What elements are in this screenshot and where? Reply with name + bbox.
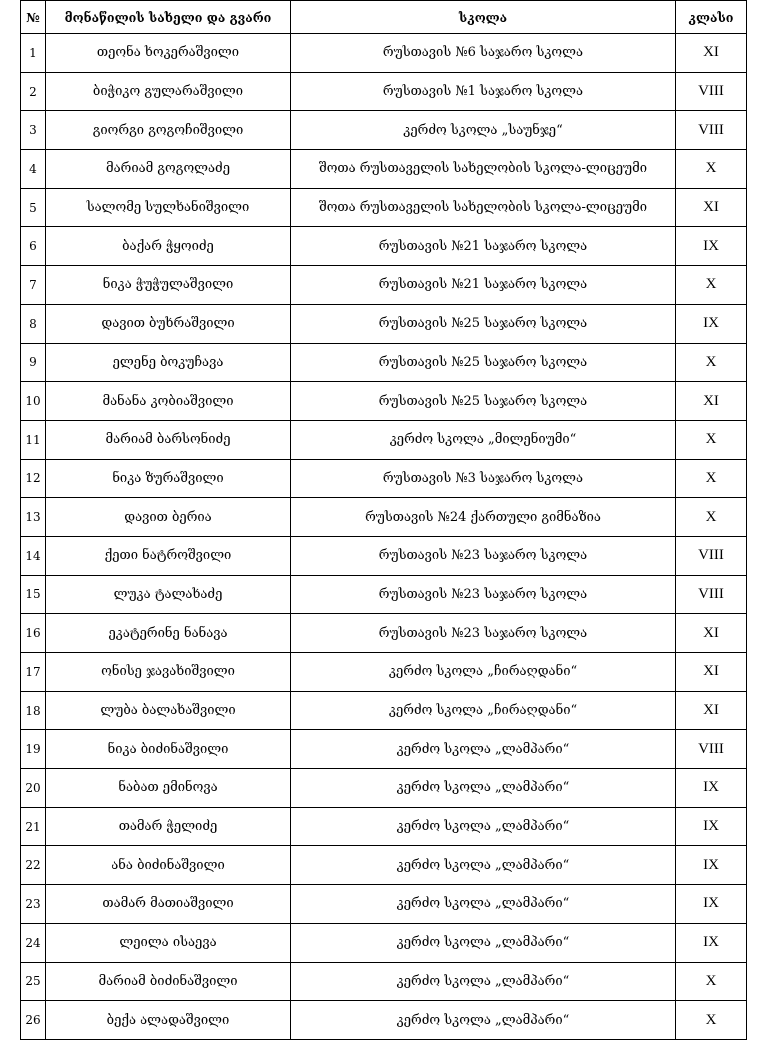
grade-cell: XI: [676, 188, 747, 227]
row-number: 20: [21, 769, 46, 808]
row-number: 13: [21, 498, 46, 537]
row-number: 18: [21, 691, 46, 730]
row-number: 14: [21, 536, 46, 575]
student-name: ნიკა ზურაშვილი: [46, 459, 291, 498]
row-number: 25: [21, 962, 46, 1001]
row-number: 7: [21, 266, 46, 305]
table-row: [21, 304, 747, 343]
table-row: [21, 498, 747, 537]
school-name: კერძო სკოლა „ლამპარი“: [291, 730, 676, 769]
row-number: 12: [21, 459, 46, 498]
table-row: [21, 266, 747, 305]
student-name: ელენე ბოკუჩავა: [46, 343, 291, 382]
school-name: რუსთავის №23 საჯარო სკოლა: [291, 575, 676, 614]
school-name: კერძო სკოლა „მილენიუმი“: [291, 420, 676, 459]
grade-cell: IX: [676, 885, 747, 924]
participants-table: [20, 0, 747, 1040]
student-name: ანა ბიძინაშვილი: [46, 846, 291, 885]
row-number: 21: [21, 807, 46, 846]
header-school: სკოლა: [291, 1, 676, 34]
row-number: 2: [21, 72, 46, 111]
grade-cell: XI: [676, 34, 747, 73]
grade-cell: X: [676, 962, 747, 1001]
grade-cell: IX: [676, 304, 747, 343]
student-name: ლეილა ისაევა: [46, 923, 291, 962]
grade-cell: X: [676, 420, 747, 459]
student-name: თამარ მათიაშვილი: [46, 885, 291, 924]
school-name: რუსთავის №25 საჯარო სკოლა: [291, 304, 676, 343]
header-num: №: [21, 1, 46, 34]
grade-cell: IX: [676, 923, 747, 962]
student-name: ნიკა ბიძინაშვილი: [46, 730, 291, 769]
student-name: მარიამ ბიძინაშვილი: [46, 962, 291, 1001]
school-name: კერძო სკოლა „ლამპარი“: [291, 807, 676, 846]
school-name: რუსთავის №24 ქართული გიმნაზია: [291, 498, 676, 537]
student-name: გიორგი გოგოჩიშვილი: [46, 111, 291, 150]
grade-cell: VIII: [676, 575, 747, 614]
grade-cell: X: [676, 459, 747, 498]
school-name: რუსთავის №23 საჯარო სკოლა: [291, 614, 676, 653]
student-name: დავით ბერია: [46, 498, 291, 537]
school-name: შოთა რუსთაველის სახელობის სკოლა-ლიცეუმი: [291, 150, 676, 189]
row-number: 22: [21, 846, 46, 885]
school-name: რუსთავის №23 საჯარო სკოლა: [291, 536, 676, 575]
grade-cell: X: [676, 266, 747, 305]
row-number: 23: [21, 885, 46, 924]
student-name: ლუბა ბალახაშვილი: [46, 691, 291, 730]
grade-cell: XI: [676, 382, 747, 421]
student-name: თეონა ხოკერაშვილი: [46, 34, 291, 73]
student-name: ნაბათ ემინოვა: [46, 769, 291, 808]
grade-cell: XI: [676, 691, 747, 730]
school-name: კერძო სკოლა „ჩირაღდანი“: [291, 653, 676, 692]
grade-cell: VIII: [676, 536, 747, 575]
school-name: რუსთავის №6 საჯარო სკოლა: [291, 34, 676, 73]
grade-cell: X: [676, 343, 747, 382]
grade-cell: X: [676, 498, 747, 537]
student-name: მანანა კობიაშვილი: [46, 382, 291, 421]
table-row: [21, 34, 747, 73]
table-row: [21, 150, 747, 189]
student-name: ბაქარ ჭყოიძე: [46, 227, 291, 266]
grade-cell: VIII: [676, 730, 747, 769]
school-name: შოთა რუსთაველის სახელობის სკოლა-ლიცეუმი: [291, 188, 676, 227]
header-row: [21, 1, 747, 34]
school-name: რუსთავის №25 საჯარო სკოლა: [291, 343, 676, 382]
table-row: [21, 1001, 747, 1040]
school-name: კერძო სკოლა „ლამპარი“: [291, 1001, 676, 1040]
grade-cell: VIII: [676, 72, 747, 111]
row-number: 6: [21, 227, 46, 266]
table-row: [21, 420, 747, 459]
table-row: [21, 807, 747, 846]
school-name: კერძო სკოლა „ლამპარი“: [291, 769, 676, 808]
school-name: კერძო სკოლა „ლამპარი“: [291, 846, 676, 885]
table-row: [21, 111, 747, 150]
school-name: კერძო სკოლა „ლამპარი“: [291, 923, 676, 962]
school-name: რუსთავის №25 საჯარო სკოლა: [291, 382, 676, 421]
table-row: [21, 691, 747, 730]
school-name: კერძო სკოლა „საუნჯე“: [291, 111, 676, 150]
table-row: [21, 459, 747, 498]
row-number: 9: [21, 343, 46, 382]
row-number: 15: [21, 575, 46, 614]
table-body: [21, 34, 747, 1040]
school-name: კერძო სკოლა „ლამპარი“: [291, 885, 676, 924]
grade-cell: XI: [676, 653, 747, 692]
table-header: [21, 1, 747, 34]
student-name: ლუკა ტალახაძე: [46, 575, 291, 614]
row-number: 8: [21, 304, 46, 343]
row-number: 10: [21, 382, 46, 421]
table-row: [21, 343, 747, 382]
student-name: დავით ბუხრაშვილი: [46, 304, 291, 343]
row-number: 17: [21, 653, 46, 692]
row-number: 3: [21, 111, 46, 150]
school-name: რუსთავის №21 საჯარო სკოლა: [291, 227, 676, 266]
student-name: ბექა ალადაშვილი: [46, 1001, 291, 1040]
grade-cell: XI: [676, 614, 747, 653]
table-row: [21, 536, 747, 575]
table-row: [21, 962, 747, 1001]
table-row: [21, 769, 747, 808]
table-row: [21, 382, 747, 421]
header-student: მონაწილის სახელი და გვარი: [46, 1, 291, 34]
header-grade: კლასი: [676, 1, 747, 34]
table-row: [21, 614, 747, 653]
row-number: 19: [21, 730, 46, 769]
row-number: 16: [21, 614, 46, 653]
grade-cell: VIII: [676, 111, 747, 150]
row-number: 4: [21, 150, 46, 189]
student-name: თამარ ჭელიძე: [46, 807, 291, 846]
school-name: კერძო სკოლა „ლამპარი“: [291, 962, 676, 1001]
student-name: ბიჭიკო გულარაშვილი: [46, 72, 291, 111]
student-name: ნიკა ჭუჭულაშვილი: [46, 266, 291, 305]
grade-cell: IX: [676, 846, 747, 885]
school-name: რუსთავის №3 საჯარო სკოლა: [291, 459, 676, 498]
table-row: [21, 72, 747, 111]
table-row: [21, 188, 747, 227]
table-row: [21, 885, 747, 924]
table-row: [21, 653, 747, 692]
school-name: კერძო სკოლა „ჩირაღდანი“: [291, 691, 676, 730]
student-name: ქეთი ნატროშვილი: [46, 536, 291, 575]
table-row: [21, 846, 747, 885]
grade-cell: X: [676, 150, 747, 189]
school-name: რუსთავის №21 საჯარო სკოლა: [291, 266, 676, 305]
table-row: [21, 575, 747, 614]
row-number: 5: [21, 188, 46, 227]
student-name: ონისე ჯავახიშვილი: [46, 653, 291, 692]
student-name: მარიამ გოგოლაძე: [46, 150, 291, 189]
grade-cell: IX: [676, 769, 747, 808]
row-number: 26: [21, 1001, 46, 1040]
grade-cell: X: [676, 1001, 747, 1040]
row-number: 24: [21, 923, 46, 962]
row-number: 11: [21, 420, 46, 459]
table-row: [21, 227, 747, 266]
school-name: რუსთავის №1 საჯარო სკოლა: [291, 72, 676, 111]
student-name: ეკატერინე ნანავა: [46, 614, 291, 653]
row-number: 1: [21, 34, 46, 73]
student-name: მარიამ ბარსონიძე: [46, 420, 291, 459]
table-row: [21, 730, 747, 769]
grade-cell: IX: [676, 807, 747, 846]
grade-cell: IX: [676, 227, 747, 266]
table-row: [21, 923, 747, 962]
student-name: სალომე სულხანიშვილი: [46, 188, 291, 227]
